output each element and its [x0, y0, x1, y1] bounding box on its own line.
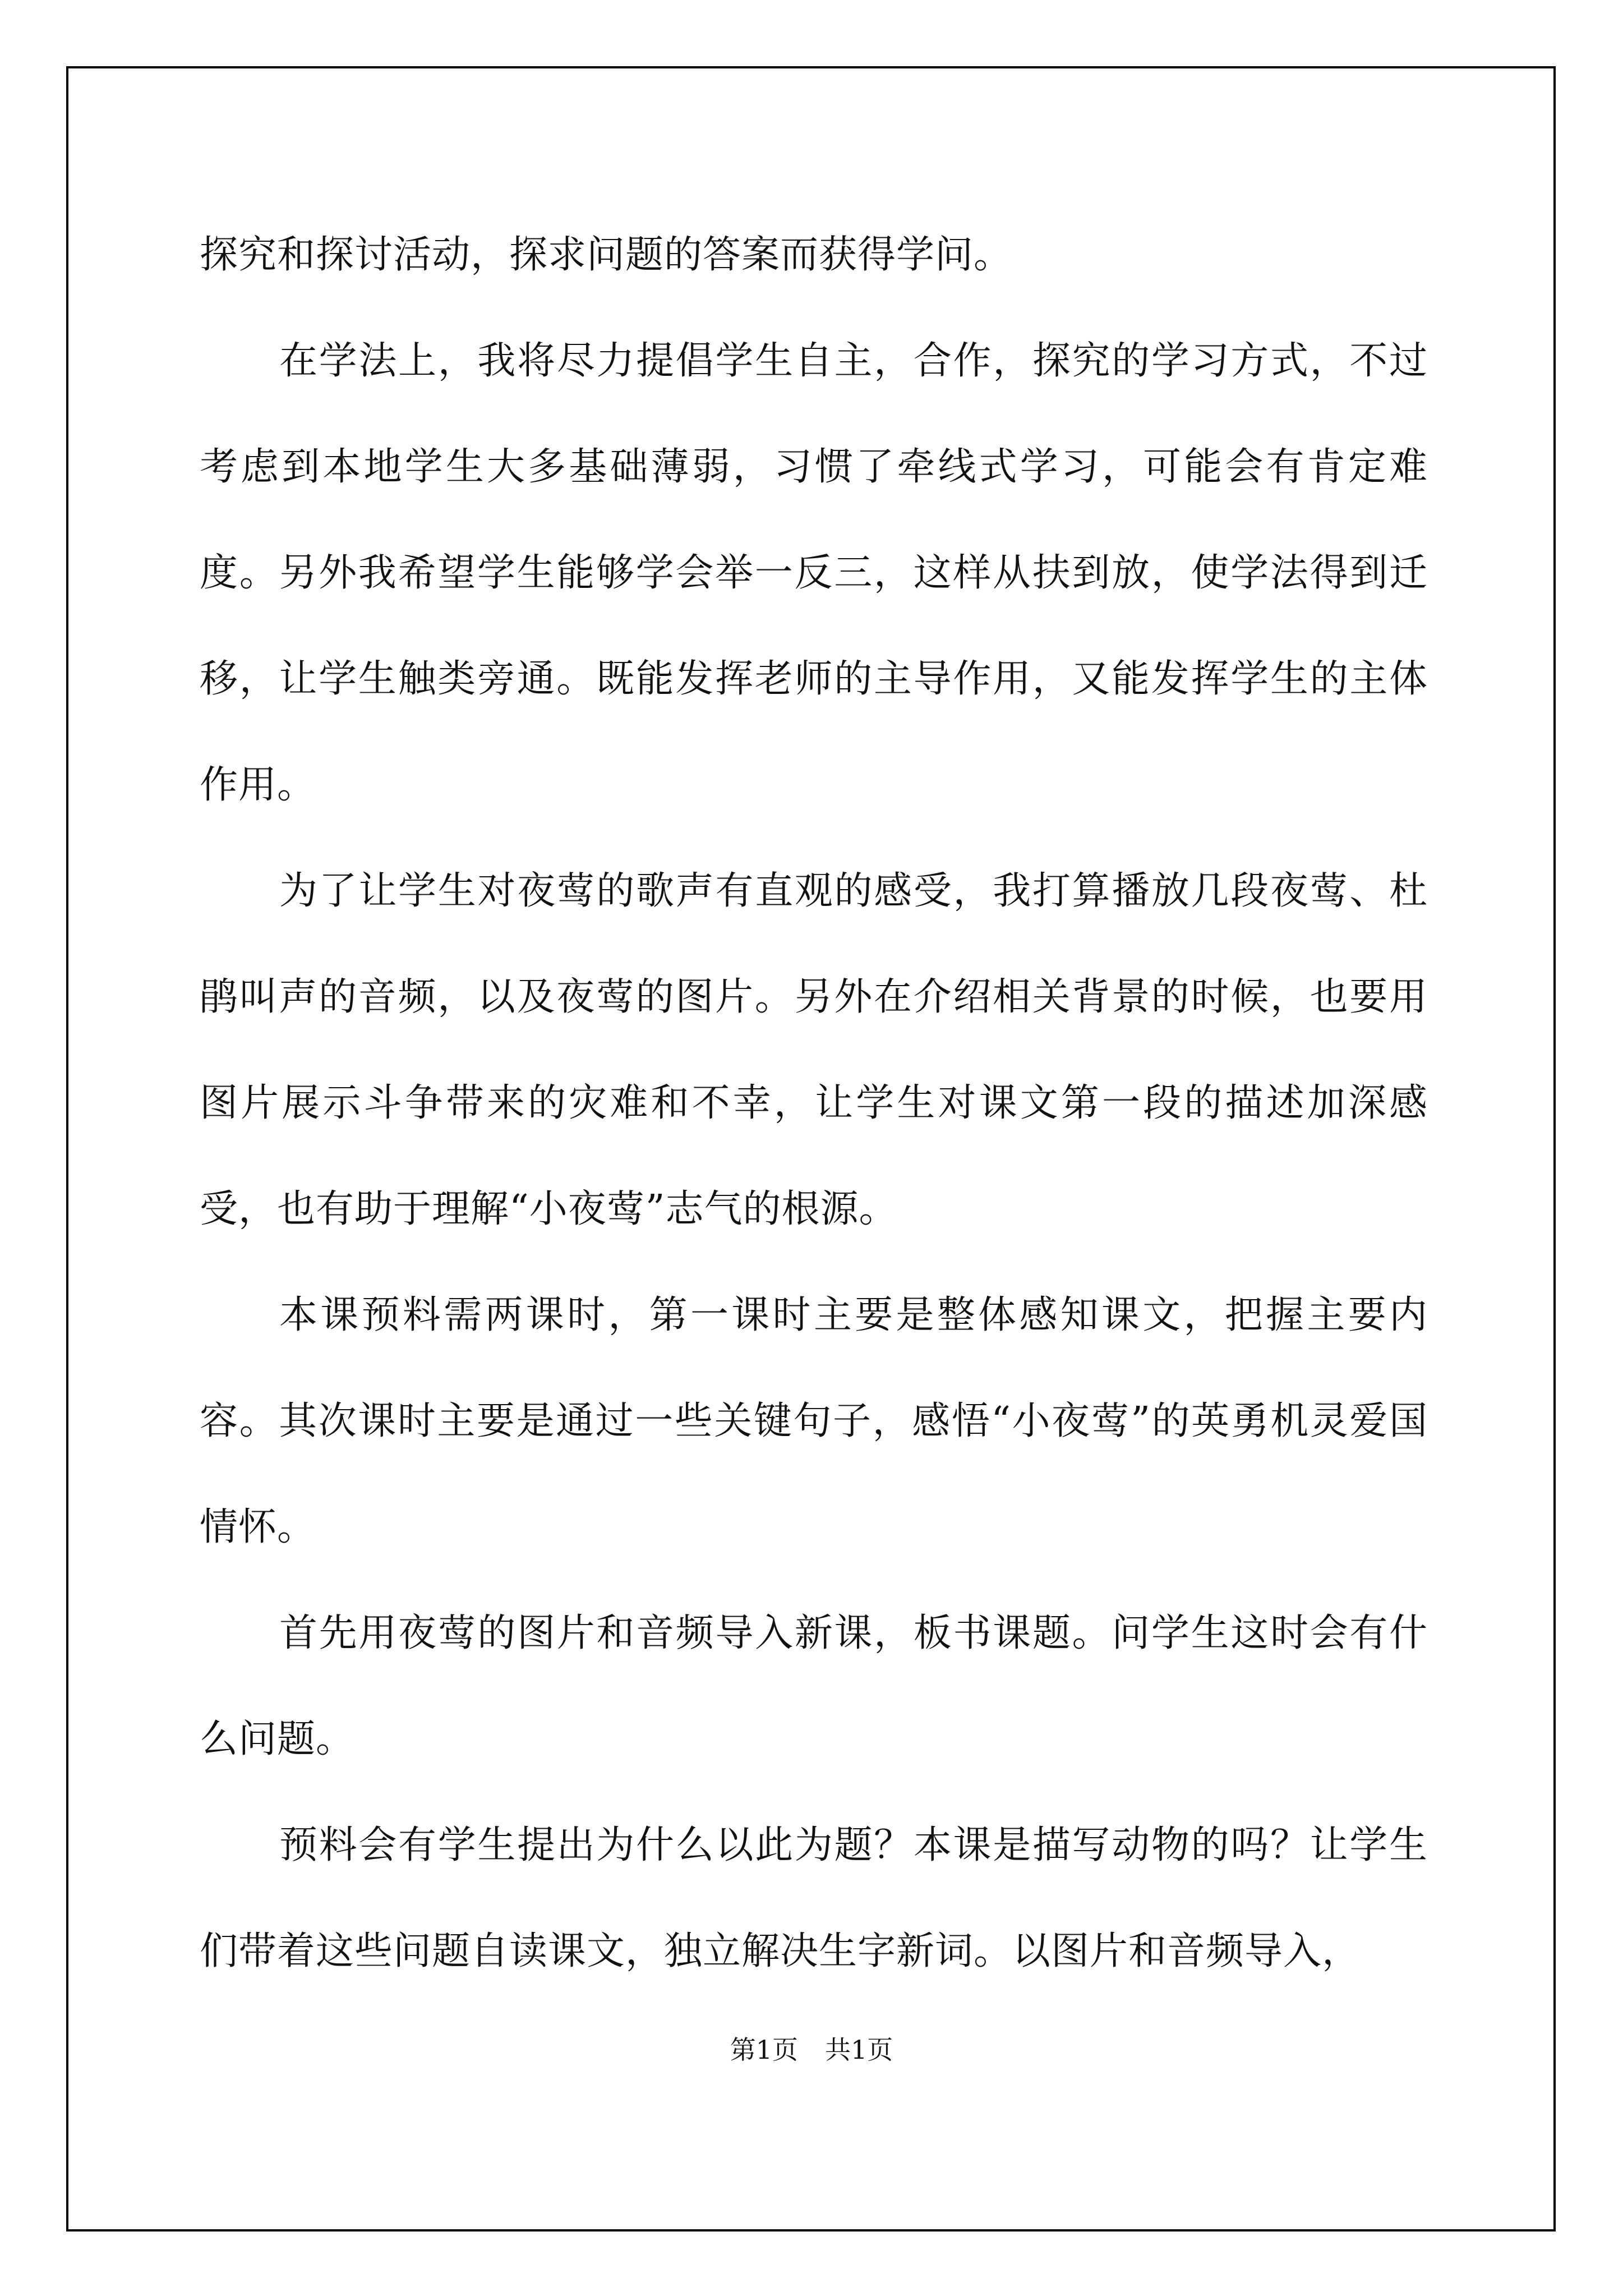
page-number: 第1页 [730, 2035, 798, 2065]
paragraph-5: 首先用夜莺的图片和音频导入新课，板书课题。问学生这时会有什么问题。 [200, 1611, 1428, 1761]
paragraph-2: 在学法上，我将尽力提倡学生自主，合作，探究的学习方式，不过考虑到本地学生大多基础薄弱，习惯了牵线式学习，可能会有肯定难度。另外我希望学生能够学会举一反三，这样从扶到放，使学法得到迁移，让学生触类旁通。既能发挥老师的主导作用，又能发挥学生的主体作用。 [200, 339, 1428, 807]
paragraph-6: 预料会有学生提出为什么以此为题？本课是描写动物的吗？让学生们带着这些问题自读课文，独立解决生字新词。以图片和音频导入， [200, 1823, 1428, 1973]
page-total: 共1页 [825, 2035, 893, 2065]
page-footer [0, 2030, 1623, 2067]
paragraph-4: 本课预料需两课时，第一课时主要是整体感知课文，把握主要内容。其次课时主要是通过一些关键句子，感悟“小夜莺”的英勇机灵爱国情怀。 [200, 1293, 1428, 1549]
paragraph-3: 为了让学生对夜莺的歌声有直观的感受，我打算播放几段夜莺、杜鹃叫声的音频，以及夜莺的图片。另外在介绍相关背景的时候，也要用图片展示斗争带来的灾难和不幸，让学生对课文第一段的描述加深感受，也有助于理解“小夜莺”志气的根源。 [200, 869, 1428, 1231]
paragraph-1: 探究和探讨活动，探求问题的答案而获得学问。 [200, 233, 1013, 277]
document-body [200, 202, 1428, 2004]
